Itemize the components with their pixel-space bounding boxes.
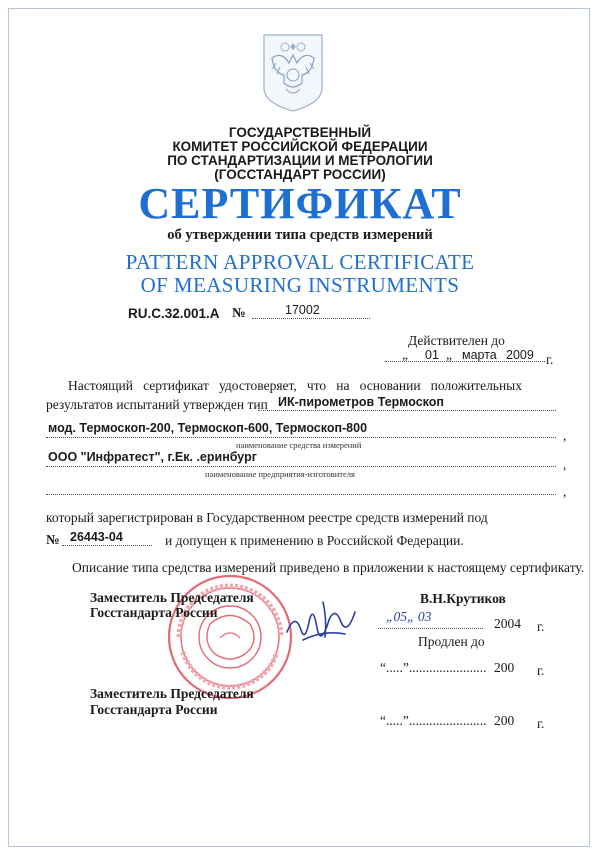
comma-2: ,	[563, 457, 567, 472]
certificate-subtitle: об утверждении типа средств измерений	[167, 227, 433, 243]
deputy-title-2-line-1: Заместитель Председателя	[90, 686, 254, 701]
header-line-1: ГОСУДАРСТВЕННЫЙ	[228, 125, 372, 140]
certificate-title: СЕРТИФИКАТ	[138, 179, 462, 228]
manufacturer-name: ООО "Инфратест", г.Ек. .еринбург	[48, 450, 257, 464]
registry-dotted-line	[62, 545, 152, 546]
handwritten-signature	[283, 592, 373, 652]
description-text: Описание типа средства измерений приведено в приложении к настоящему сертификату.	[72, 560, 585, 575]
deputy-title-1-line-2: Госстандарта России	[90, 605, 218, 620]
date2-prefix: “.....”.......................	[380, 660, 487, 675]
valid-year-suffix: г.	[546, 352, 554, 367]
body-paragraph-line-1: Настоящий сертификат удостоверяет, что на основании положительных	[68, 378, 523, 393]
valid-close-quote: „	[446, 347, 452, 362]
date2-year: 200	[494, 660, 515, 675]
body-paragraph-line-2: результатов испытаний утвержден тип	[46, 397, 268, 412]
blank-dotted-line	[46, 494, 556, 495]
english-title-line-1: PATTERN APPROVAL CERTIFICATE	[125, 250, 475, 274]
date1-handwritten: „05„ 03	[386, 609, 432, 624]
instrument-name: ИК-пирометров Термоскоп	[278, 395, 444, 409]
signer-name: В.Н.Крутиков	[420, 591, 506, 606]
comma-1: ,	[563, 428, 567, 443]
header-line-2: КОМИТЕТ РОССИЙСКОЙ ФЕДЕРАЦИИ	[172, 139, 428, 154]
comma-3: ,	[563, 484, 567, 499]
instrument-models: мод. Термоскоп-200, Термоскоп-600, Термоскоп-800	[48, 421, 368, 435]
registry-number-sign: №	[46, 532, 60, 547]
certificate-number: 17002	[285, 303, 320, 317]
english-title-line-2: OF MEASURING INSTRUMENTS	[140, 273, 460, 297]
header-line-4: (ГОССТАНДАРТ РОССИИ)	[214, 167, 386, 182]
number-dotted-line	[252, 318, 370, 319]
registered-text: который зарегистрирован в Государственном реестре средств измерений под	[46, 510, 488, 525]
valid-until-label: Действителен до	[408, 333, 505, 348]
valid-month: марта	[462, 348, 497, 362]
manufacturer-dotted-line	[46, 466, 556, 467]
valid-year: 2009	[506, 348, 534, 362]
deputy-title-2-line-2: Госстандарта России	[90, 702, 218, 717]
date3-year: 200	[494, 713, 515, 728]
coat-of-arms-icon	[262, 33, 324, 113]
date1-year-suffix: г.	[537, 619, 545, 634]
date3-prefix: “.....”.......................	[380, 713, 487, 728]
certificate-code: RU.C.32.001.A	[128, 306, 220, 321]
extended-until-label: Продлен до	[418, 634, 485, 649]
date3-year-suffix: г.	[537, 716, 545, 731]
models-dotted-line	[46, 437, 556, 438]
registry-number: 26443-04	[70, 530, 123, 544]
date1-dotted-line	[378, 628, 483, 629]
valid-open-quote: „	[402, 347, 408, 362]
valid-day: 01	[425, 348, 439, 362]
caption-instrument: наименование средства измерений	[236, 440, 362, 450]
caption-manufacturer: наименование предприятия-изготовителя	[205, 469, 355, 479]
date2-year-suffix: г.	[537, 663, 545, 678]
date1-year: 2004	[494, 616, 521, 631]
deputy-title-1-line-1: Заместитель Председателя	[90, 590, 254, 605]
instrument-dotted-line	[258, 410, 556, 411]
number-sign: №	[232, 305, 246, 320]
header-line-3: ПО СТАНДАРТИЗАЦИИ И МЕТРОЛОГИИ	[167, 153, 433, 168]
admitted-text: и допущен к применению в Российской Федерации.	[165, 533, 464, 548]
